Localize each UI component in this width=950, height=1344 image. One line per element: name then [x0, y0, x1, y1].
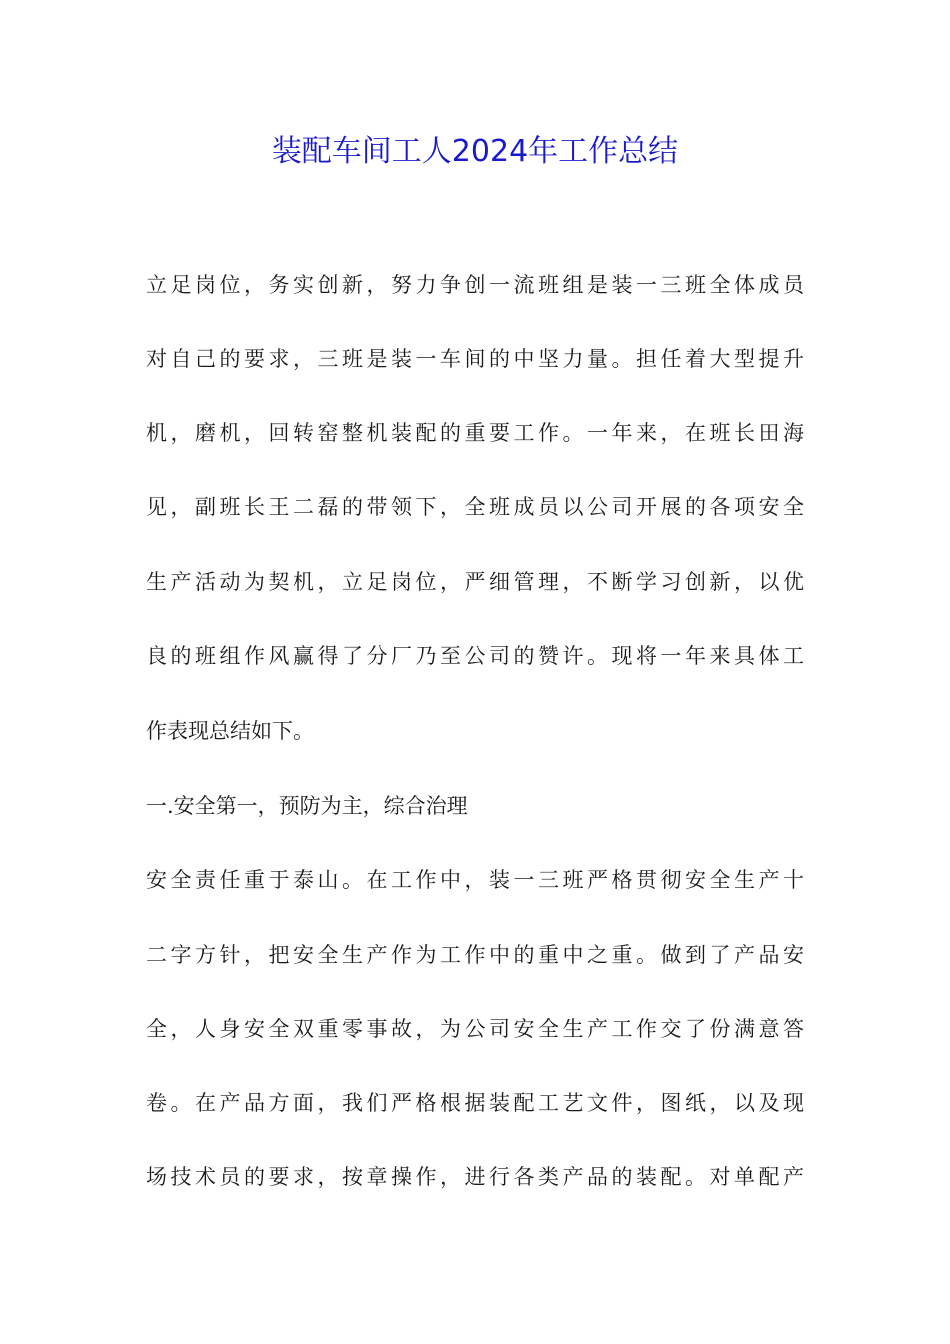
paragraph-line: 生产活动为契机，立足岗位，严细管理，不断学习创新，以优	[146, 570, 804, 594]
paragraph-line: 场技术员的要求，按章操作，进行各类产品的装配。对单配产	[146, 1165, 804, 1189]
paragraph-line: 良的班组作风赢得了分厂乃至公司的赞许。现将一年来具体工	[146, 644, 804, 668]
paragraph-line: 作表现总结如下。	[146, 719, 314, 743]
document-title: 装配车间工人2024年工作总结	[271, 134, 679, 169]
paragraph-line: 卷。在产品方面，我们严格根据装配工艺文件，图纸，以及现	[146, 1091, 804, 1115]
paragraph-line: 立足岗位，务实创新，努力争创一流班组是装一三班全体成员	[146, 273, 804, 297]
paragraph-line: 二字方针，把安全生产作为工作中的重中之重。做到了产品安	[146, 943, 804, 967]
paragraph-line: 对自己的要求，三班是装一车间的中坚力量。担任着大型提升	[146, 347, 804, 371]
paragraph-line: 安全责任重于泰山。在工作中，装一三班严格贯彻安全生产十	[146, 868, 804, 892]
paragraph-line: 机，磨机，回转窑整机装配的重要工作。一年来，在班长田海	[146, 421, 804, 445]
paragraph-line: 见，副班长王二磊的带领下，全班成员以公司开展的各项安全	[146, 495, 804, 519]
section-heading: 一.安全第一，预防为主，综合治理	[146, 794, 468, 818]
paragraph-line: 全，人身安全双重零事故，为公司安全生产工作交了份满意答	[146, 1017, 804, 1041]
